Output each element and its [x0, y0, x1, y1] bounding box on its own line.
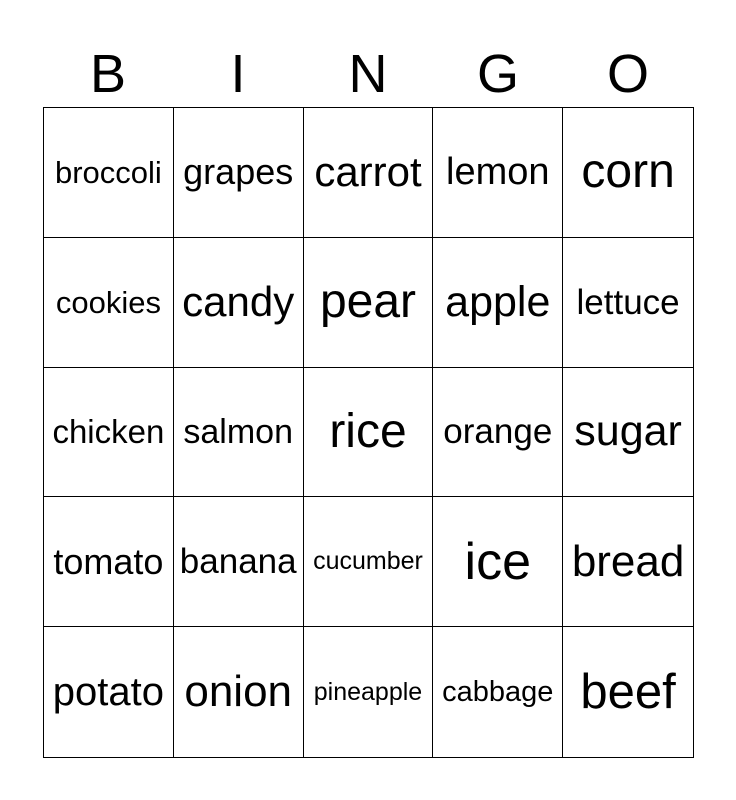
bingo-header — [43, 42, 693, 106]
header-letter-g: G — [476, 44, 519, 104]
bingo-cell[interactable]: bread — [563, 497, 693, 627]
header-letter-b: B — [89, 44, 127, 104]
bingo-cell[interactable]: apple — [433, 238, 563, 368]
bingo-cell[interactable]: salmon — [174, 368, 304, 498]
bingo-cell[interactable]: orange — [433, 368, 563, 498]
bingo-cell[interactable]: rice — [304, 368, 434, 498]
bingo-cell[interactable]: candy — [174, 238, 304, 368]
bingo-cell[interactable]: pineapple — [304, 627, 434, 757]
bingo-cell[interactable]: beef — [580, 664, 676, 719]
header-letter-i: I — [230, 44, 246, 104]
bingo-cell[interactable]: chicken — [44, 368, 174, 498]
bingo-cell[interactable]: onion — [174, 627, 304, 757]
bingo-board — [43, 107, 694, 758]
bingo-cell[interactable]: ice — [433, 497, 563, 627]
bingo-cell[interactable]: corn — [563, 108, 693, 238]
bingo-cell[interactable]: tomato — [44, 497, 174, 627]
bingo-cell[interactable]: cabbage — [433, 627, 563, 757]
bingo-cell[interactable]: lemon — [433, 108, 563, 238]
bingo-cell[interactable]: broccoli — [44, 108, 174, 238]
bingo-cell[interactable]: banana — [174, 497, 304, 627]
bingo-cell[interactable]: grapes — [174, 108, 304, 238]
bingo-cell[interactable]: lettuce — [563, 238, 693, 368]
header-letter-n: N — [348, 44, 388, 104]
bingo-cell[interactable]: cucumber — [304, 497, 434, 627]
bingo-cell[interactable]: sugar — [563, 368, 693, 498]
bingo-cell[interactable]: carrot — [304, 108, 434, 238]
bingo-cell[interactable]: pear — [304, 238, 434, 368]
bingo-cell[interactable]: cookies — [44, 238, 174, 368]
header-letter-o: O — [606, 44, 649, 104]
bingo-cell[interactable]: potato — [44, 627, 174, 757]
